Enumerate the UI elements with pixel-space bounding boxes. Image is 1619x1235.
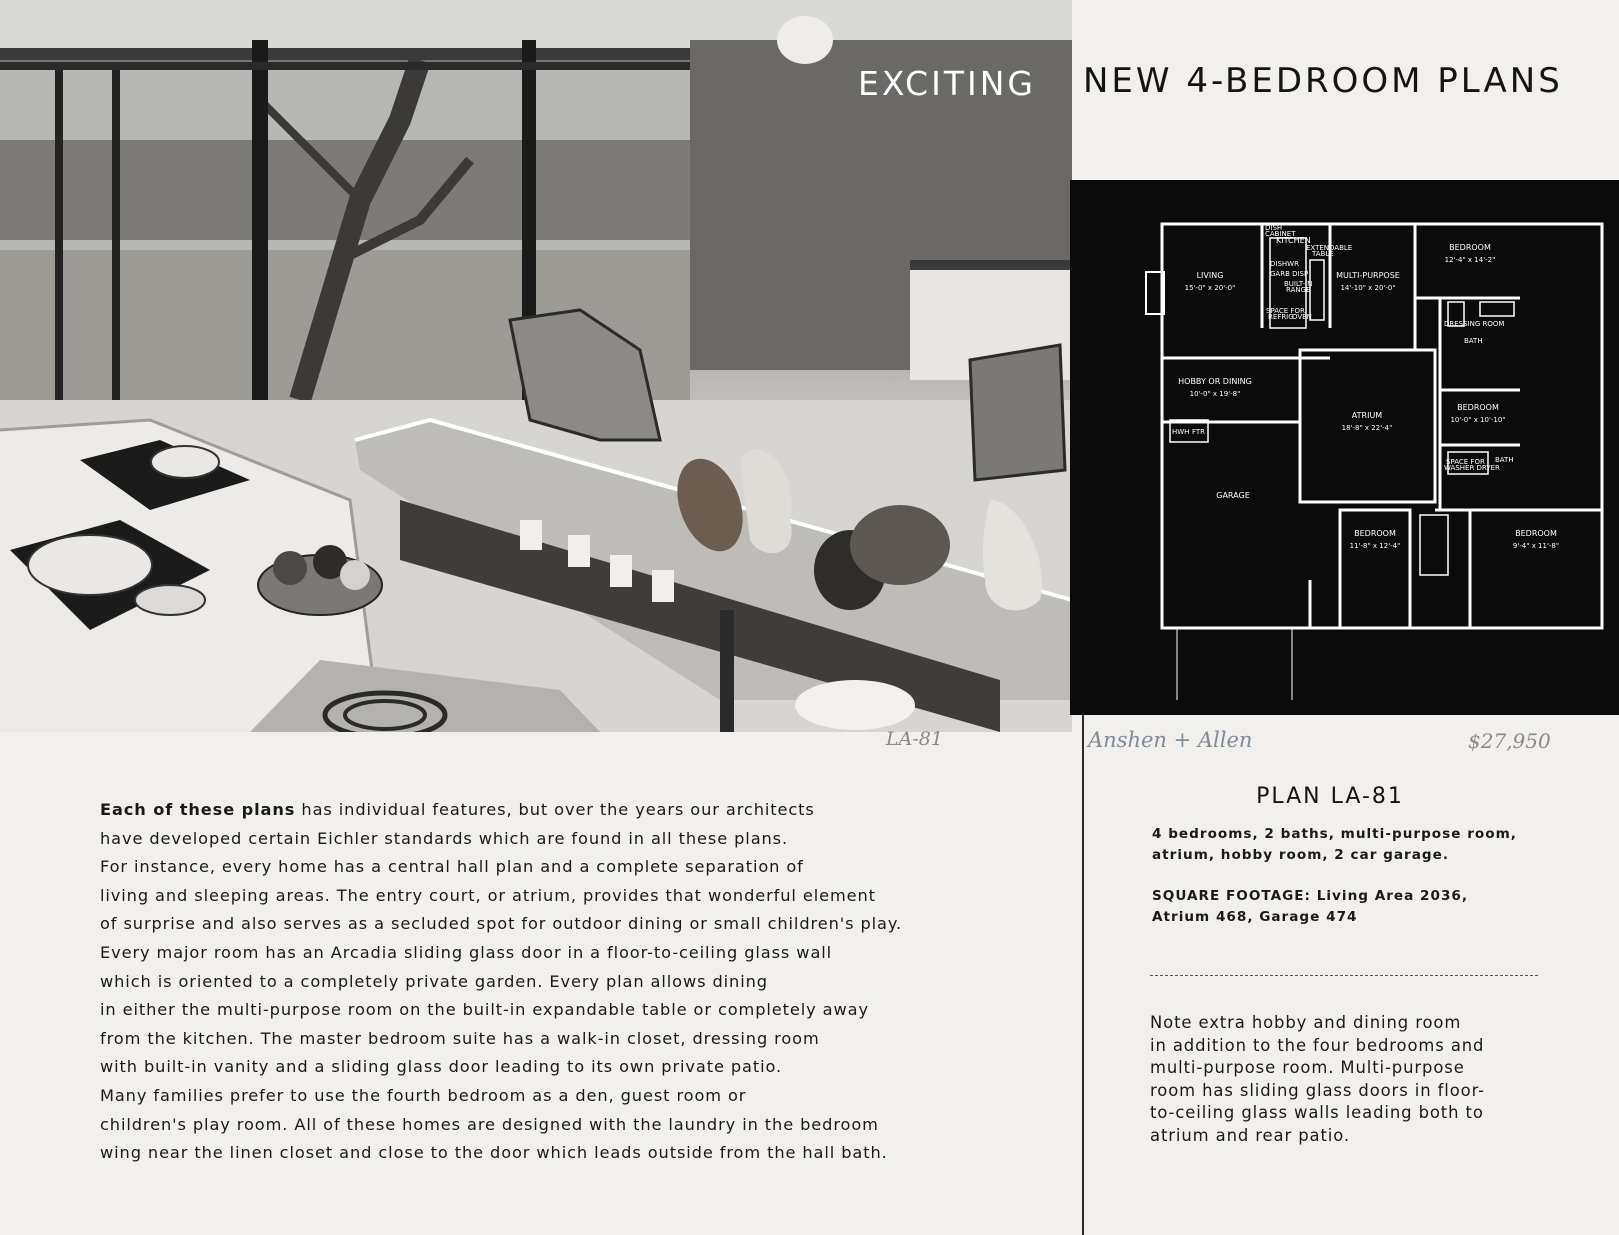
room-living-size: 15'-0" x 20'-0" [1184,284,1236,292]
body-line: of surprise and also serves as a secluded spot for outdoor dining or small children's play. [100,914,903,934]
label-bath-1: BATH [1464,337,1483,345]
plan-title: PLAN LA-81 [1256,784,1404,809]
label-ext-table-2: TABLE [1312,250,1334,258]
room-bed1-size: 12'-4" x 14'-2" [1444,256,1496,264]
plan-specs-line: atrium, hobby room, 2 car garage. [1152,847,1450,863]
label-dish-cabinet-1: DISH [1265,224,1283,232]
label-space-refrig-1: SPACE FOR [1266,307,1305,315]
room-kitchen-name: KITCHEN [1276,236,1311,245]
interior-photo [0,0,1072,732]
label-dish-cabinet-2: CABINET [1265,230,1296,238]
room-atrium-name: ATRIUM [1351,411,1383,420]
floor-plan-drawing [1070,180,1619,715]
room-bed3-size: 11'-8" x 12'-4" [1349,542,1401,550]
room-bed2-name: BEDROOM [1457,403,1499,412]
body-line: wing near the linen closet and close to the door which leads outside from the hall bath. [100,1143,888,1163]
body-lead: Each of these plans [100,800,296,819]
headline-left: EXCITING [858,64,1036,103]
label-built-in-2: RANGE [1286,286,1311,294]
room-atrium-size: 18'-8" x 22'-4" [1341,424,1393,432]
body-line: children's play room. All of these homes are designed with the laundry in the bedroom [100,1114,879,1134]
label-garb-disp: GARB DISP [1270,270,1309,278]
label-ftr: FTR [1192,428,1206,436]
plan-specs [1152,824,1572,866]
body-line: Many families prefer to use the fourth bedroom as a den, guest room or [100,1085,747,1105]
label-washer-2: WASHER DRYER [1444,464,1500,472]
room-hobby-name: HOBBY OR DINING [1178,377,1252,386]
plan-sqft-line: SQUARE FOOTAGE: Living Area 2036, [1152,888,1469,904]
label-hwh: HWH [1172,428,1190,436]
label-ext-table-1: EXTENDABLE [1306,244,1353,252]
plan-sqft-line: Atrium 468, Garage 474 [1152,909,1358,925]
note-line: in addition to the four bedrooms and [1150,1035,1485,1055]
room-multi-size: 14'-10" x 20'-0" [1340,284,1396,292]
body-copy [100,796,1020,1168]
label-dressing-room: DRESSING ROOM [1444,320,1505,328]
handwritten-price: $27,950 [1468,729,1551,753]
note-line: Note extra hobby and dining room [1150,1013,1462,1032]
room-bed1-name: BEDROOM [1449,243,1491,252]
body-line: living and sleeping areas. The entry court, or atrium, provides that wonderful element [100,885,876,905]
body-line-text: has individual features, but over the years our architects [295,800,815,819]
handwritten-plan-code: LA-81 [886,728,943,750]
plan-specs-line: 4 bedrooms, 2 baths, multi-purpose room, [1152,826,1517,842]
label-dishwr: DISHWR [1270,260,1299,268]
label-oven: OVEN [1292,313,1312,321]
headline-right: NEW 4-BEDROOM PLANS [1083,61,1563,101]
room-living-name: LIVING [1196,271,1224,280]
label-bath-2: BATH [1495,456,1514,464]
dotted-divider [1150,975,1538,976]
floor-plan-panel [1070,180,1619,715]
body-line: For instance, every home has a central hall plan and a complete separation of [100,857,804,877]
note-line: to-ceiling glass walls leading both to [1150,1103,1484,1123]
body-line: have developed certain Eichler standards which are found in all these plans. [100,828,789,848]
room-hobby-size: 10'-0" x 19'-8" [1189,390,1241,398]
body-line: Every major room has an Arcadia sliding glass door in a floor-to-ceiling glass wall [100,942,833,962]
handwritten-architects: Anshen + Allen [1088,728,1253,752]
body-line [100,796,1020,825]
body-line: in either the multi-purpose room on the built-in expandable table or completely away [100,1000,869,1020]
room-garage-name: GARAGE [1216,491,1250,500]
room-multi-name: MULTI-PURPOSE [1336,271,1400,280]
body-line: which is oriented to a completely private garden. Every plan allows dining [100,971,768,991]
note-line: multi-purpose room. Multi-purpose [1150,1058,1465,1078]
body-line: with built-in vanity and a sliding glass door leading to its own private patio. [100,1057,783,1077]
room-bed3-name: BEDROOM [1354,529,1396,538]
note-line: room has sliding glass doors in floor- [1150,1080,1485,1100]
label-washer-1: SPACE FOR [1446,458,1485,466]
room-bed2-size: 10'-0" x 10'-10" [1450,416,1506,424]
room-bed4-size: 9'-4" x 11'-8" [1512,542,1560,550]
room-bed4-name: BEDROOM [1515,529,1557,538]
plan-square-footage [1152,886,1572,928]
plan-note [1150,1012,1570,1148]
interior-photo-illustration [0,0,1072,732]
label-space-refrig-2: REFRIG [1268,313,1294,321]
label-built-in-1: BUILT-IN [1284,280,1313,288]
note-line: atrium and rear patio. [1150,1125,1351,1145]
column-divider [1082,715,1084,1235]
body-line: from the kitchen. The master bedroom suite has a walk-in closet, dressing room [100,1028,820,1048]
